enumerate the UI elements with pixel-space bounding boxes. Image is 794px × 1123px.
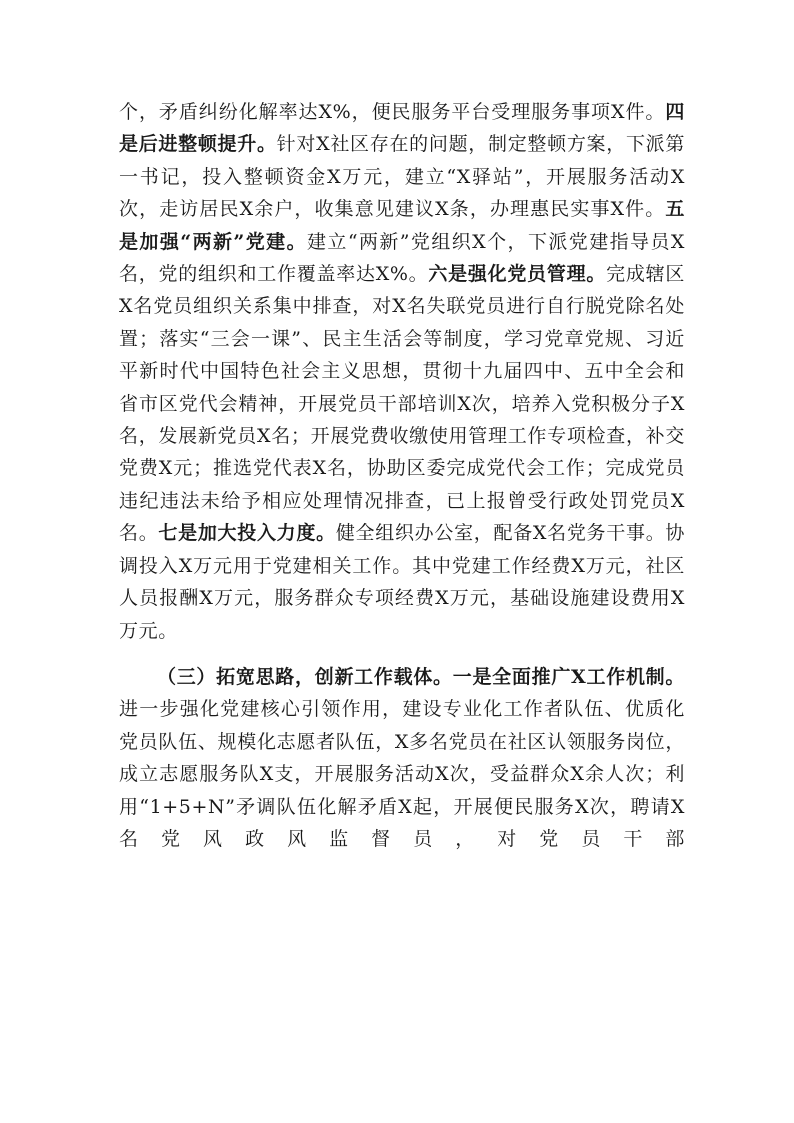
point-heading-four: 四是后进整顿提升。 <box>119 101 685 156</box>
point-heading-seven: 七是加大投入力度。 <box>158 522 336 545</box>
point-heading-five: 五是加强“两新”党建。 <box>119 198 685 253</box>
paragraph-text: 建立“两新”党组织X个，下派党建指导员X名，党的组织和工作覆盖率达X%。 <box>119 230 685 286</box>
body-paragraph <box>119 96 685 647</box>
point-heading-six: 六是强化党员管理。 <box>428 263 607 286</box>
section-heading: （三）拓宽思路，创新工作载体。 <box>157 665 453 688</box>
paragraph-text: 进一步强化党建核心引领作用，建设专业化工作者队伍、优质化党员队伍、规模化志愿者队伍，X多名党员在社区认领服务岗位，成立志愿服务队X支，开展服务活动X次，受益群众X余人次；利用“1+5+N”矛调队伍化解矛盾X起，开展便民服务X次，聘请X名党风政风监督员，对党员干部 <box>119 698 685 850</box>
paragraph-text: 健全组织办公室，配备X名党务干事。协调投入X万元用于党建相关工作。其中党建工作经费X万元，社区人员报酬X万元，服务群众专项经费X万元，基础设施建设费用X万元。 <box>119 522 685 642</box>
paragraph-text: 完成辖区X名党员组织关系集中排查，对X名失联党员进行自行脱党除名处置；落实“三会一课”、民主生活会等制度，学习党章党规、习近平新时代中国特色社会主义思想，贯彻十九届四中、五中全会和省市区党代会精神，开展党员干部培训X次，培养入党积极分子X名，发展新党员X名；开展党费收缴使用管理工作专项检查，补交党费X元；推选党代表X名，协助区委完成党代会工作；完成党员违纪违法未给予相应处理情况排查，已上报曾受行政处罚党员X名。 <box>119 263 685 545</box>
document-page <box>119 96 685 855</box>
paragraph-text: 针对X社区存在的问题，制定整顿方案，下派第一书记，投入整顿资金X万元，建立“X驿站”，开展服务活动X次，走访居民X余户，收集意见建议X条，办理惠民实事X件。 <box>119 133 685 221</box>
body-paragraph <box>119 661 685 855</box>
point-heading-one: 一是全面推广X工作机制。 <box>452 665 685 688</box>
paragraph-text: 个，矛盾纠纷化解率达X%，便民服务平台受理服务事项X件。 <box>119 101 666 123</box>
